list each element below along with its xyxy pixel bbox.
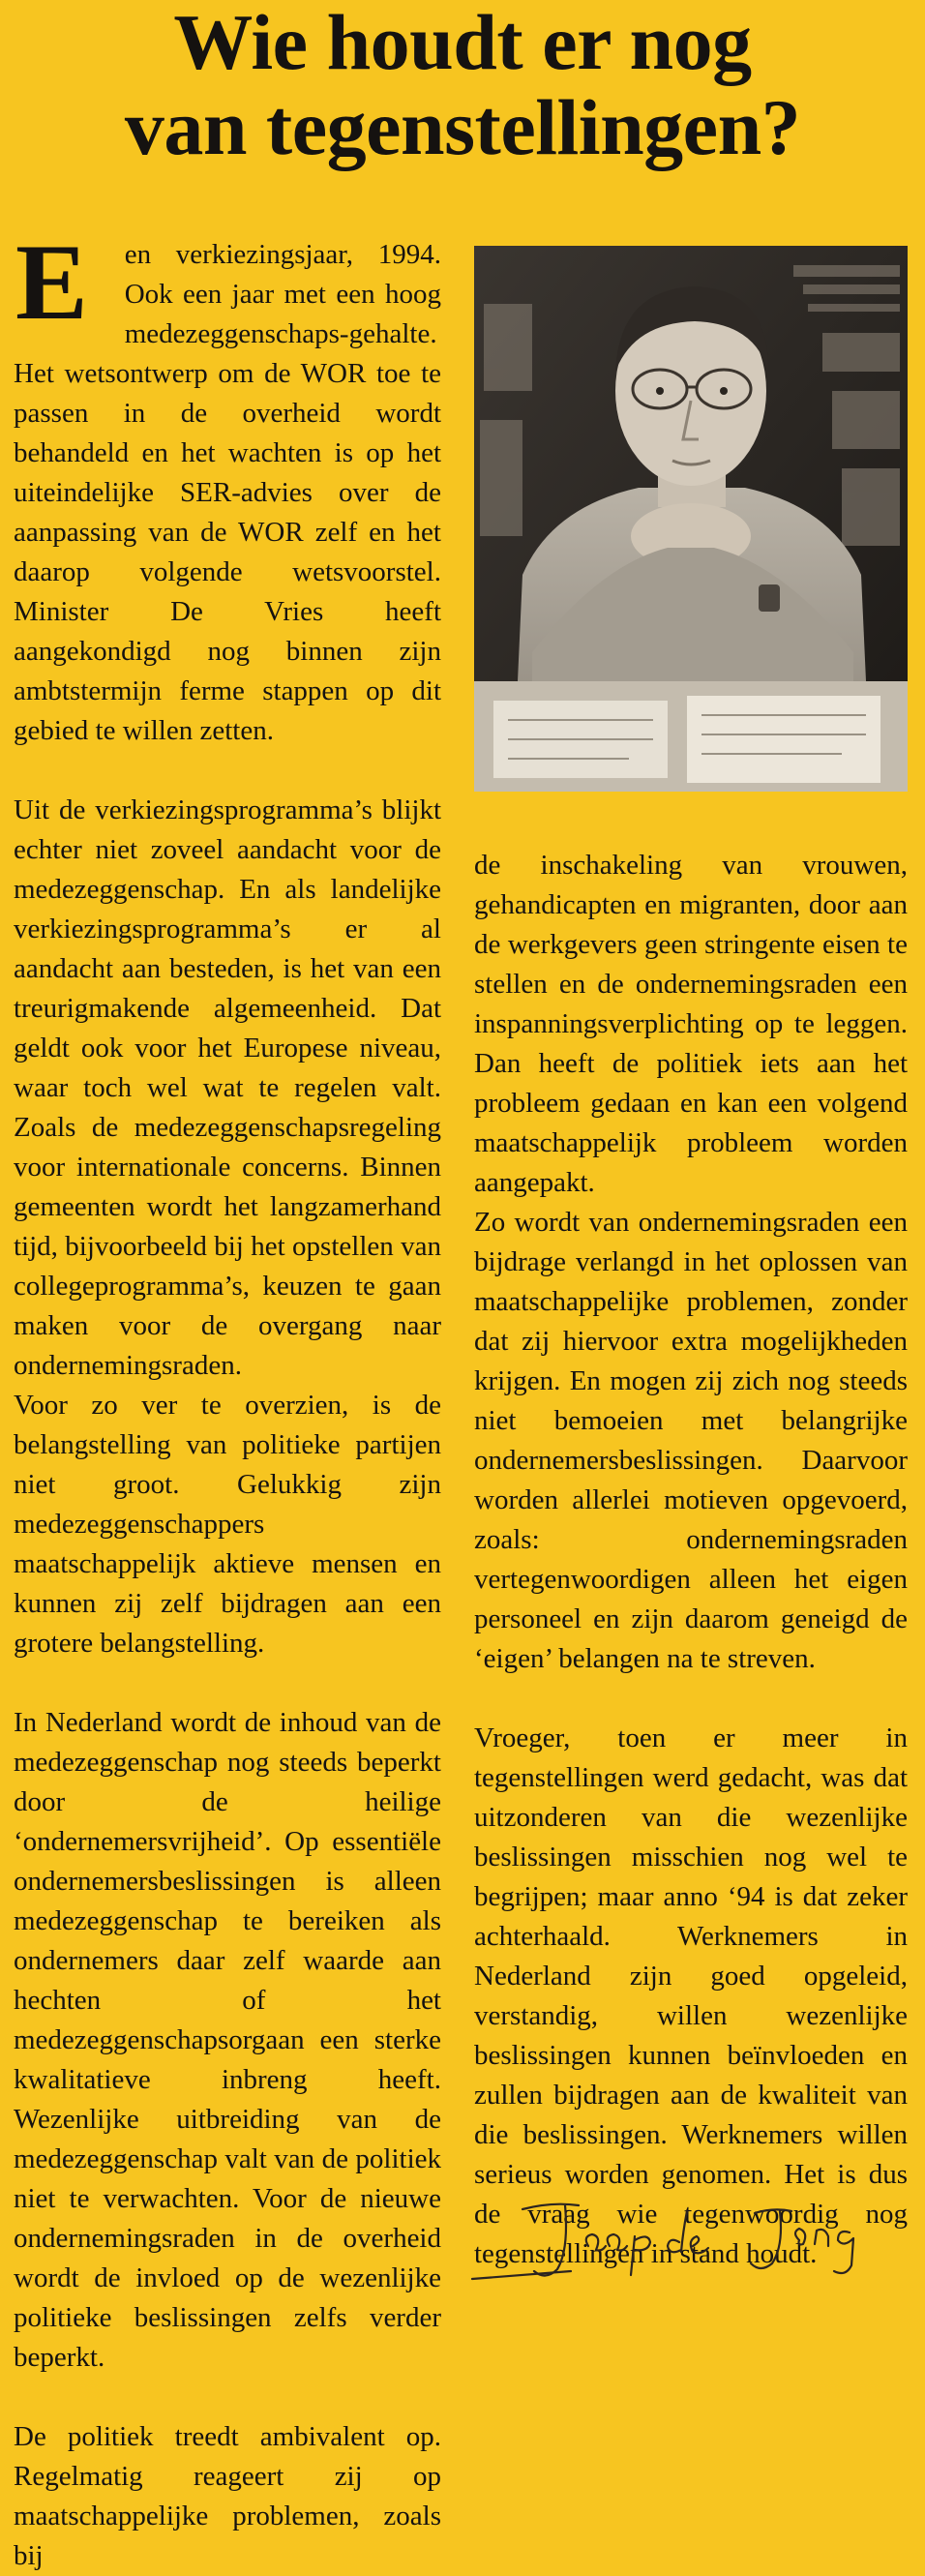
right-column <box>474 846 908 2274</box>
drop-cap: E <box>15 223 88 343</box>
paragraph: Vroeger, toen er meer in tegenstellingen werd gedacht, was dat uitzonderen van die wezenlijke beslissingen misschien nog wel te begrijpen; maar anno ‘94 is dat zeker achterhaald. Werknemers in Nederland zijn goed opgeleid, verstandig, willen wezenlijke beslissingen kunnen beïnvloeden en zullen bijdragen aan de kwaliteit van die beslissingen. Werknemers willen serieus worden genomen. Het is dus de vraag wie tegenwoordig nog tegenstellingen in stand houdt. <box>474 1722 908 2269</box>
left-column <box>14 223 441 2576</box>
paragraph: Zo wordt van ondernemingsraden een bijdrage verlangd in het oplossen van maatschappelijke problemen, zonder dat zij hiervoor extra mogelijkheden krijgen. En mogen zij zich nog steeds niet bemoeien met belangrijke ondernemersbeslissingen. Daarvoor worden allerlei motieven opgevoerd, zoals: ondernemingsraden vertegenwoordigen alleen het eigen personeel en zijn daarom geneigd de ‘eigen’ belangen na te streven. <box>474 1207 908 1674</box>
paragraph: De politiek treedt ambivalent op. Regelmatig reageert zij op maatschappelijke problemen, zoals bij <box>14 2421 441 2571</box>
paragraph: Voor zo ver te overzien, is de belangstelling van politieke partijen niet groot. Gelukkig zijn medezeggenschappers maatschappelijk aktieve mensen en kunnen zij zelf bijdragen aan een grotere belangstelling. <box>14 1390 441 1659</box>
author-photo <box>474 246 908 792</box>
headline-line-2: van tegenstellingen? <box>124 83 801 171</box>
paragraph: In Nederland wordt de inhoud van de medezeggenschap nog steeds beperkt door de heilige ‘ondernemersvrijheid’. Op essentiële ondernemersbeslissingen is alleen medezeggenschap te bereiken als ondernemers daar zelf waarde aan hechten of het medezeggenschapsorgaan een sterke kwalitatieve inbreng heeft. Wezenlijke uitbreiding van de medezeggenschap valt van de politiek niet te verwachten. Voor de nieuwe ondernemingsraden in de overheid wordt de invloed op de wezenlijke politieke beslissingen zelfs verder beperkt. <box>14 1707 441 2373</box>
paragraph-intro-text: en verkiezingsjaar, 1994. Ook een jaar met een hoog medezeggenschaps-gehalte. Het wetsontwerp om de WOR toe te passen in de overheid wordt behandeld en het wachten is op het uiteindelijke SER-advies over de aanpassing van de WOR zelf en het daarop volgende wetsvoorstel. Minister De Vries heeft aangekondigd nog binnen zijn ambtstermijn ferme stappen op dit gebied te willen zetten. <box>14 239 441 746</box>
author-signature <box>464 2182 890 2293</box>
paragraph: Uit de verkiezingsprogramma’s blijkt echter niet zoveel aandacht voor de medezeggenschap. En als landelijke verkiezingsprogramma’s er al aandacht aan besteden, is het van een treurigmakende algemeenheid. Dat geldt ook voor het Europese niveau, waar toch wel wat te regelen valt. Zoals de medezeggenschapsregeling voor internationale concerns. Binnen gemeenten wordt het langzamerhand tijd, bijvoorbeeld bij het opstellen van collegeprogramma’s, keuzen te gaan maken voor de overgang naar ondernemingsraden. <box>14 794 441 1381</box>
paragraph: de inschakeling van vrouwen, gehandicapten en migranten, door aan de werkgevers geen stringente eisen te stellen en de ondernemingsraden een inspanningsverplichting op te leggen. Dan heeft de politiek iets aan het probleem gedaan en kan een volgend maatschappelijk probleem worden aangepakt. <box>474 850 908 1198</box>
headline-line-1: Wie houdt er nog <box>173 0 752 86</box>
article-headline <box>0 0 925 170</box>
paragraph-intro <box>14 223 441 751</box>
